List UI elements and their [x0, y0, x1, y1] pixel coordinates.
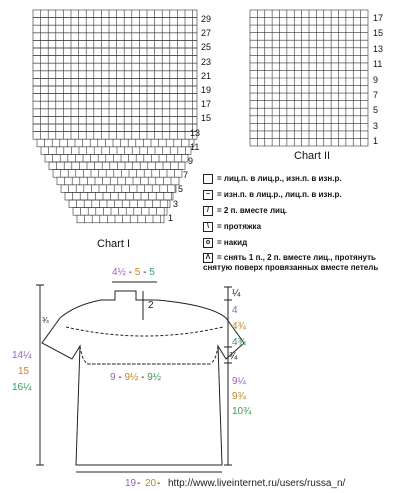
- chest-measure: 9 - 9½ - 9½: [110, 372, 162, 383]
- chart-1-row: [77, 215, 164, 223]
- chart-1-row: [33, 33, 197, 41]
- chart-1-row-number: 29: [201, 14, 212, 24]
- shoulder-drop-measure: ¾: [42, 316, 49, 325]
- source-url-link[interactable]: http://www.liveinternet.ru/users/russa_n/: [168, 478, 346, 489]
- chart-1-row: [33, 132, 197, 140]
- underarm-measure: ¾: [229, 351, 238, 362]
- armhole-left: [80, 346, 218, 364]
- chart-1-row-number: 1: [168, 212, 174, 223]
- total-length-size2: 15: [18, 366, 30, 377]
- chart-1-row: [61, 185, 176, 193]
- total-length-size1: 14¼: [12, 350, 32, 361]
- legend-item-k2tog: [203, 206, 287, 216]
- chart-1-row: [33, 56, 197, 64]
- body-length-size1: 9¼: [232, 376, 246, 387]
- legend-text-purl: = изн.п. в лиц.р., лиц.п. в изн.р.: [217, 190, 342, 200]
- chart-1-row: [33, 78, 197, 86]
- legend-item-knit: [203, 174, 342, 184]
- hem-width-size1: 19: [125, 478, 137, 489]
- chart-1-row-number: 19: [201, 85, 212, 95]
- legend-item-yo: [203, 238, 247, 248]
- yoke-depth-size2: 4¾: [232, 321, 246, 332]
- chart-1-row-number: 3: [173, 198, 179, 209]
- chart-1-row-number: 27: [201, 28, 212, 39]
- legend-item-ssk: [203, 222, 261, 232]
- legend-symbol-yo: o: [203, 238, 213, 248]
- chart-1-row-number: 11: [190, 141, 200, 152]
- chart-1-row: [33, 116, 197, 124]
- chart-2-title: Chart II: [294, 150, 331, 162]
- legend-text-knit: = лиц.п. в лиц.р., изн.п. в изн.р.: [217, 174, 342, 184]
- chart-1-row: [53, 170, 182, 178]
- chart-1-row: [33, 63, 197, 71]
- chart-2-row-number: 15: [373, 28, 384, 39]
- chart-1-row-number: 21: [201, 70, 212, 81]
- yoke-depth-size1: 4: [232, 305, 238, 316]
- chart-1-row: [33, 109, 197, 117]
- yoke-top-measure: ¼: [232, 288, 241, 299]
- chart-2-row-number: 11: [373, 59, 383, 70]
- chart-1-row-number: 9: [188, 156, 194, 166]
- chart-1-grid: [33, 10, 200, 223]
- chart-1-row-number: 15: [201, 113, 212, 124]
- chart-1-row: [33, 18, 197, 26]
- chart-1-row: [73, 208, 167, 216]
- chart-2-row-number: 3: [373, 120, 379, 131]
- legend-text-sk2p: = снять 1 п., 2 п. вместе лиц., протянуть снятую поверх провязанных вместе петель: [203, 253, 379, 272]
- yoke-line: [66, 327, 223, 336]
- chart-1-row: [33, 71, 197, 79]
- chart-2-row-number: 13: [373, 43, 384, 54]
- chart-1-row: [33, 86, 197, 94]
- legend-text-yo: = накид: [217, 238, 248, 248]
- legend-text-k2tog: = 2 п. вместе лиц.: [217, 206, 288, 216]
- legend-symbol-knit: [203, 174, 213, 184]
- chart-2-row-number: 7: [373, 90, 379, 100]
- chart-1-row-number: 13: [190, 127, 201, 138]
- chart-1-row-number: 7: [183, 170, 189, 181]
- legend-symbol-k2tog: /: [203, 206, 213, 216]
- chart-2-row-number: 1: [373, 136, 379, 147]
- chart-1-row: [33, 101, 197, 109]
- legend-symbol-ssk: \: [203, 222, 213, 232]
- total-length-size3: 16¼: [12, 382, 32, 393]
- body-length-size2: 9¾: [232, 391, 246, 402]
- chart-1-row: [33, 124, 197, 132]
- chart-2-row-number: 5: [373, 105, 379, 116]
- footer-bar: 19 - 20 - http://www.liveinternet.ru/users/russa_n/: [125, 478, 346, 489]
- neck-depth-measure: 2: [148, 300, 154, 311]
- chart-1-row: [37, 139, 194, 147]
- yoke-depth-size3: 4¾: [232, 337, 246, 348]
- chart-1-row: [33, 10, 197, 18]
- chart-2-row-number: 9: [373, 74, 379, 85]
- chart-1-row: [33, 94, 197, 102]
- legend-item-sk2p: [203, 253, 403, 272]
- chart-1-row-number: 23: [201, 56, 212, 67]
- chart-1-row-number: 5: [178, 184, 184, 195]
- chart-1-row-number: 17: [201, 99, 212, 110]
- body-length-size3: 10¾: [232, 406, 252, 417]
- hem-width-size2: 20: [145, 478, 157, 489]
- legend-text-ssk: = протяжка: [217, 222, 262, 232]
- chart-2-grid: [250, 10, 368, 146]
- legend-symbol-purl: −: [203, 190, 213, 200]
- neck-width-measure: 4½ - 5 - 5: [112, 267, 155, 278]
- chart-1-row-number: 25: [201, 42, 212, 53]
- chart-1-title: Chart I: [97, 238, 131, 250]
- chart-1-row: [49, 162, 185, 170]
- legend-symbol-sk2p: Λ: [203, 253, 213, 263]
- legend-item-purl: [203, 190, 342, 200]
- chart-1-row: [33, 48, 197, 56]
- chart-1-row: [33, 40, 197, 48]
- chart-1-row: [65, 192, 173, 200]
- chart-2-row-number: 17: [373, 13, 384, 23]
- chart-1-row: [33, 25, 197, 33]
